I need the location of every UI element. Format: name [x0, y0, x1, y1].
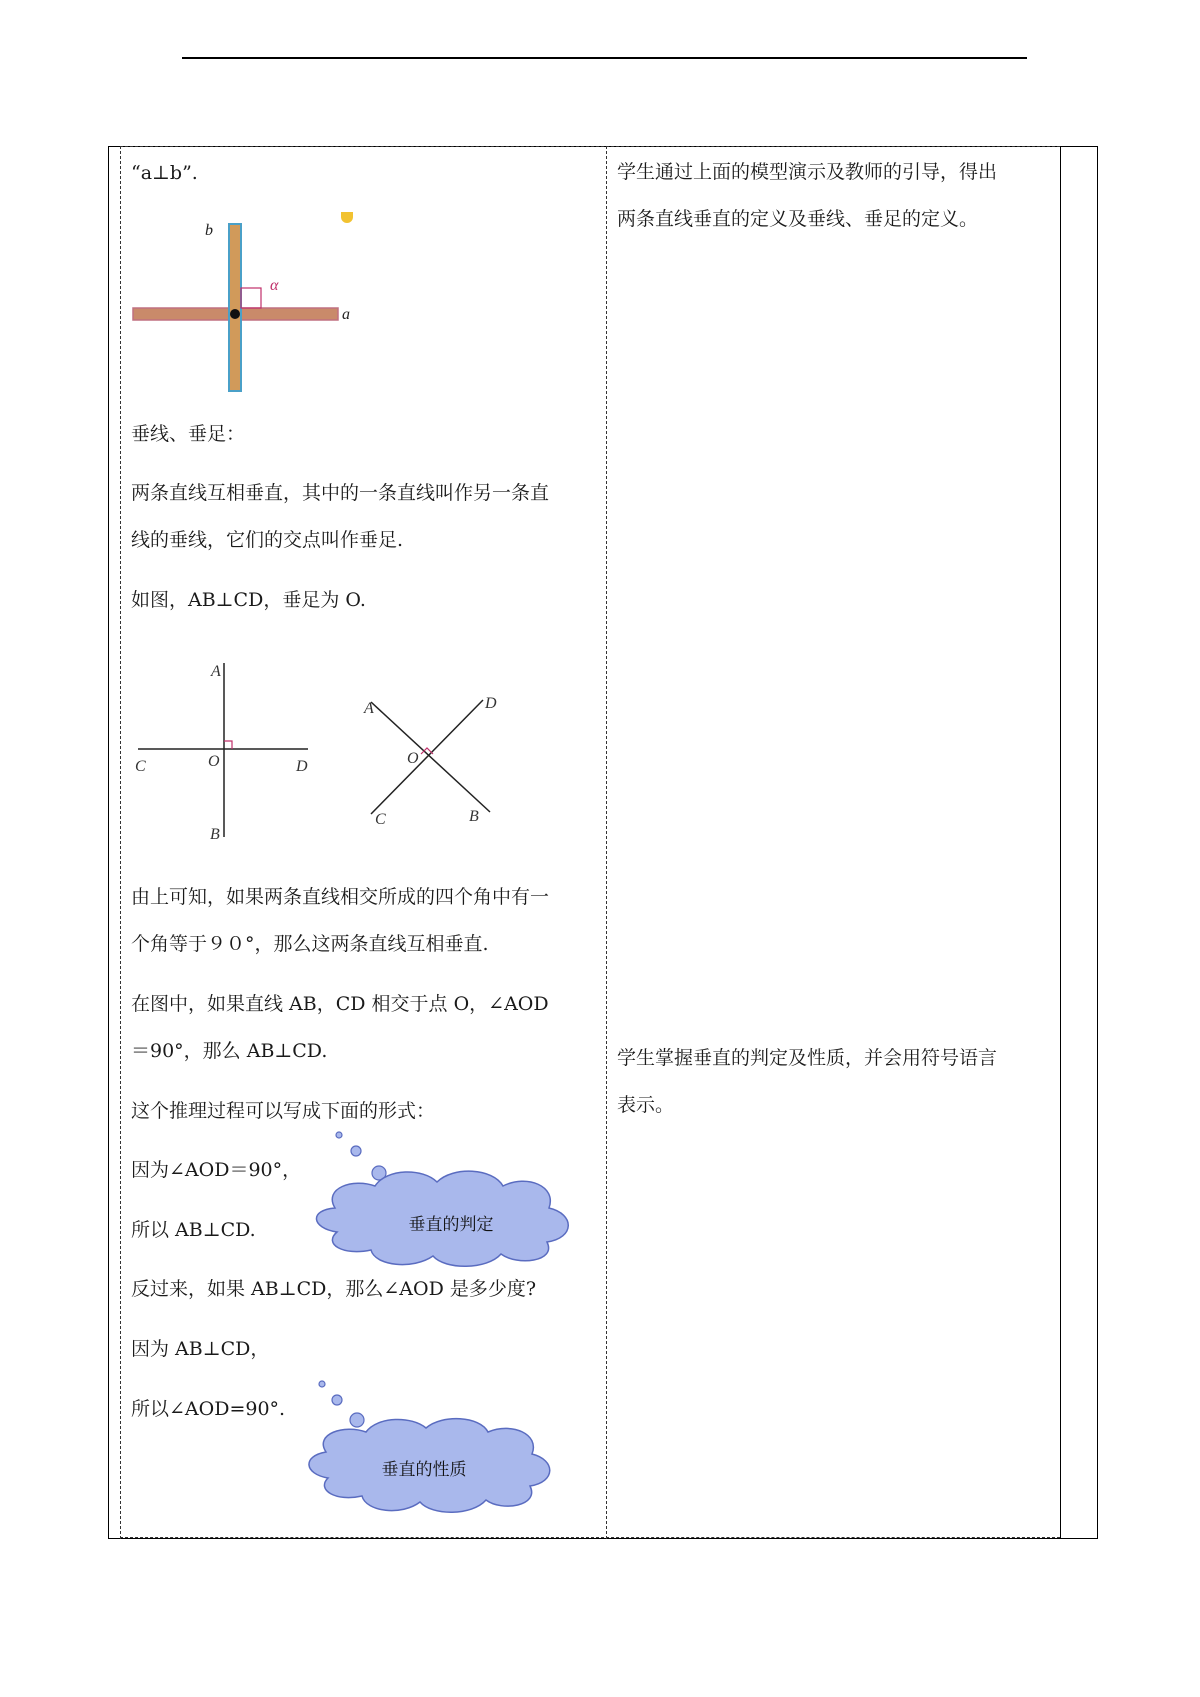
- small-yellow-mark: [340, 211, 354, 225]
- because-line-2: 因为 AB⊥CD，: [131, 1338, 270, 1360]
- definition-line-2: 线的垂线，它们的交点叫作垂足.: [131, 529, 404, 551]
- example-line: 如图，AB⊥CD，垂足为 O.: [131, 589, 366, 611]
- right-angle-mark: [224, 741, 232, 749]
- label-C: C: [375, 811, 386, 828]
- example2-line-2: ＝90°，那么 AB⊥CD.: [131, 1040, 328, 1062]
- heading-perpendicular: 垂线、垂足：: [131, 423, 246, 445]
- cloud-label-property: 垂直的性质: [381, 1460, 467, 1480]
- cloud-label-judgement: 垂直的判定: [408, 1215, 494, 1235]
- label-O: O: [208, 753, 220, 770]
- label-a: a: [342, 306, 350, 323]
- thought-cloud-property: [292, 1378, 577, 1518]
- figure-perpendicular-sticks: [130, 200, 370, 400]
- label-B: B: [210, 826, 220, 843]
- reverse-question: 反过来，如果 AB⊥CD，那么∠AOD 是多少度?: [131, 1278, 537, 1300]
- notation-line: “a⊥b”.: [131, 162, 198, 184]
- conclusion-line-2: 个角等于９０°，那么这两条直线互相垂直.: [131, 933, 489, 955]
- inner-left-dashed-border: [120, 146, 121, 1539]
- label-A: A: [364, 700, 374, 717]
- label-B: B: [469, 808, 479, 825]
- teacher-note-1-line-2: 两条直线垂直的定义及垂线、垂足的定义。: [617, 208, 979, 230]
- definition-line-1: 两条直线互相垂直，其中的一条直线叫作另一条直: [131, 482, 550, 504]
- thought-cloud-judgement: [295, 1130, 600, 1270]
- column-divider-solid: [1060, 146, 1061, 1539]
- label-C: C: [135, 758, 146, 775]
- intersection-dot: [230, 309, 240, 319]
- label-A: A: [211, 663, 221, 680]
- figure-perpendicular-upright: [130, 655, 320, 845]
- header-rule: [182, 57, 1027, 59]
- label-O: O: [407, 750, 419, 767]
- label-alpha: α: [270, 277, 279, 294]
- teacher-note-2-line-1: 学生掌握垂直的判定及性质，并会用符号语言: [617, 1047, 998, 1069]
- therefore-line-2: 所以∠AOD=90°.: [131, 1398, 286, 1420]
- conclusion-line-1: 由上可知，如果两条直线相交所成的四个角中有一: [131, 886, 550, 908]
- figure-perpendicular-tilted: [355, 690, 505, 830]
- label-D: D: [485, 695, 497, 712]
- vertical-stick: [229, 224, 241, 391]
- right-angle-mark: [241, 288, 261, 308]
- label-D: D: [296, 758, 308, 775]
- example2-line-1: 在图中，如果直线 AB，CD 相交于点 O，∠AOD: [131, 993, 549, 1015]
- inner-top-dashed-border: [120, 146, 1060, 147]
- therefore-line-1: 所以 AB⊥CD.: [131, 1219, 256, 1241]
- reasoning-intro: 这个推理过程可以写成下面的形式：: [131, 1100, 436, 1122]
- teacher-note-2-line-2: 表示。: [617, 1094, 675, 1116]
- column-divider-dashed: [606, 146, 607, 1539]
- label-b: b: [205, 222, 213, 239]
- because-line-1: 因为∠AOD＝90°，: [131, 1159, 302, 1181]
- teacher-note-1-line-1: 学生通过上面的模型演示及教师的引导，得出: [617, 161, 998, 183]
- inner-bottom-dashed-border: [120, 1537, 1060, 1538]
